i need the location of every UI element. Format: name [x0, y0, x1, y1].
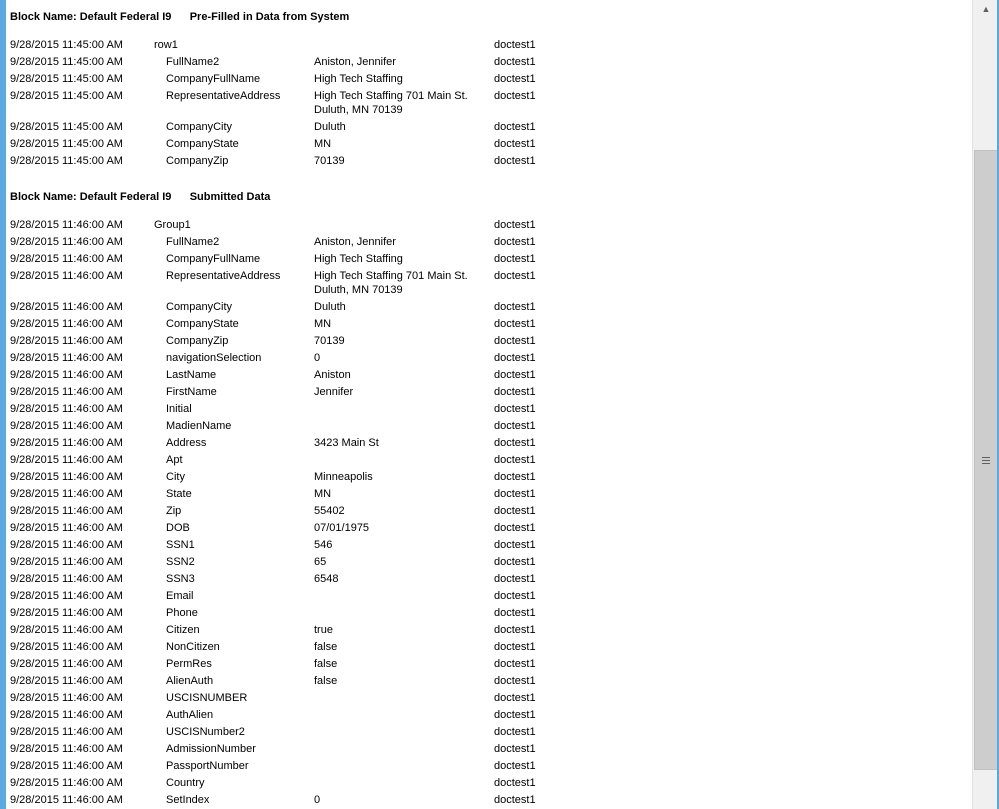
field-name-cell: DOB: [166, 522, 190, 534]
timestamp-cell: 9/28/2015 11:46:00 AM: [10, 335, 123, 347]
field-name-cell: navigationSelection: [166, 352, 262, 364]
timestamp-cell: 9/28/2015 11:45:00 AM: [10, 155, 123, 167]
table-row: [10, 234, 960, 251]
timestamp-cell: 9/28/2015 11:46:00 AM: [10, 539, 123, 551]
user-cell: doctest1: [494, 236, 536, 248]
timestamp-cell: 9/28/2015 11:46:00 AM: [10, 675, 123, 687]
field-value-cell: 0: [314, 794, 321, 806]
field-value-cell: MN: [314, 488, 332, 500]
user-cell: doctest1: [494, 675, 536, 687]
user-cell: doctest1: [494, 155, 536, 167]
user-cell: doctest1: [494, 726, 536, 738]
field-name-cell: CompanyZip: [166, 335, 229, 347]
table-row: [10, 758, 960, 775]
field-value-cell: Jennifer: [314, 386, 354, 398]
field-value-cell: MN: [314, 318, 332, 330]
user-cell: doctest1: [494, 39, 536, 51]
timestamp-cell: 9/28/2015 11:46:00 AM: [10, 726, 123, 738]
table-row: [10, 656, 960, 673]
user-cell: doctest1: [494, 454, 536, 466]
user-cell: doctest1: [494, 709, 536, 721]
user-cell: doctest1: [494, 556, 536, 568]
user-cell: doctest1: [494, 301, 536, 313]
user-cell: doctest1: [494, 318, 536, 330]
triangle-up-icon: ▲: [981, 3, 991, 14]
timestamp-cell: 9/28/2015 11:45:00 AM: [10, 39, 123, 51]
timestamp-cell: 9/28/2015 11:46:00 AM: [10, 777, 123, 789]
table-row: [10, 588, 960, 605]
table-row: [10, 136, 960, 153]
timestamp-cell: 9/28/2015 11:46:00 AM: [10, 386, 123, 398]
user-cell: doctest1: [494, 522, 536, 534]
user-cell: doctest1: [494, 760, 536, 772]
field-name-cell: RepresentativeAddress: [166, 270, 281, 282]
field-name-cell: Citizen: [166, 624, 200, 636]
field-name-cell: RepresentativeAddress: [166, 90, 281, 102]
user-cell: doctest1: [494, 386, 536, 398]
timestamp-cell: 9/28/2015 11:46:00 AM: [10, 253, 123, 265]
block-header: Block Name: Default Federal I9 Pre-Filled in Data from System: [10, 11, 350, 23]
field-value-cell: false: [314, 658, 338, 670]
timestamp-cell: 9/28/2015 11:46:00 AM: [10, 760, 123, 772]
table-row: [10, 251, 960, 268]
user-cell: doctest1: [494, 641, 536, 653]
field-value-cell: High Tech Staffing 701 Main St. Duluth, MN 70139: [314, 270, 468, 296]
timestamp-cell: 9/28/2015 11:46:00 AM: [10, 270, 123, 282]
user-cell: doctest1: [494, 692, 536, 704]
block-header: Block Name: Default Federal I9 Submitted Data: [10, 191, 271, 203]
field-name-cell: Email: [166, 590, 194, 602]
timestamp-cell: 9/28/2015 11:46:00 AM: [10, 505, 123, 517]
user-cell: doctest1: [494, 403, 536, 415]
block-submitted: [10, 189, 960, 809]
field-name-cell: SSN1: [166, 539, 195, 551]
field-value-cell: 55402: [314, 505, 345, 517]
field-name-cell: CompanyZip: [166, 155, 229, 167]
user-cell: doctest1: [494, 471, 536, 483]
field-name-cell: Country: [166, 777, 205, 789]
table-row: [10, 673, 960, 690]
field-name-cell: FirstName: [166, 386, 217, 398]
field-name-cell: Initial: [166, 403, 192, 415]
timestamp-cell: 9/28/2015 11:46:00 AM: [10, 556, 123, 568]
user-cell: doctest1: [494, 658, 536, 670]
table-row: [10, 639, 960, 656]
field-name-cell: NonCitizen: [166, 641, 220, 653]
timestamp-cell: 9/28/2015 11:45:00 AM: [10, 56, 123, 68]
field-value-cell: true: [314, 624, 333, 636]
timestamp-cell: 9/28/2015 11:46:00 AM: [10, 352, 123, 364]
table-row: [10, 418, 960, 435]
field-name-cell: City: [166, 471, 185, 483]
timestamp-cell: 9/28/2015 11:46:00 AM: [10, 236, 123, 248]
timestamp-cell: 9/28/2015 11:45:00 AM: [10, 121, 123, 133]
field-name-cell: Address: [166, 437, 207, 449]
field-name-cell: PassportNumber: [166, 760, 249, 772]
table-row: [10, 153, 960, 170]
field-value-cell: High Tech Staffing: [314, 253, 403, 265]
table-row: [10, 571, 960, 588]
timestamp-cell: 9/28/2015 11:46:00 AM: [10, 301, 123, 313]
field-value-cell: 3423 Main St: [314, 437, 379, 449]
field-name-cell: LastName: [166, 369, 217, 381]
field-name-cell: MadienName: [166, 420, 232, 432]
user-cell: doctest1: [494, 539, 536, 551]
user-cell: doctest1: [494, 352, 536, 364]
field-name-cell: FullName2: [166, 56, 220, 68]
user-cell: doctest1: [494, 335, 536, 347]
field-name-cell: FullName2: [166, 236, 220, 248]
field-value-cell: 65: [314, 556, 327, 568]
timestamp-cell: 9/28/2015 11:46:00 AM: [10, 437, 123, 449]
field-name-cell: Group1: [154, 219, 191, 231]
field-name-cell: row1: [154, 39, 178, 51]
table-row: [10, 37, 960, 54]
scroll-thumb[interactable]: [974, 150, 998, 770]
timestamp-cell: 9/28/2015 11:45:00 AM: [10, 138, 123, 150]
table-row: [10, 537, 960, 554]
field-name-cell: SSN3: [166, 573, 195, 585]
timestamp-cell: 9/28/2015 11:46:00 AM: [10, 607, 123, 619]
field-name-cell: CompanyFullName: [166, 253, 261, 265]
user-cell: doctest1: [494, 777, 536, 789]
field-name-cell: CompanyState: [166, 318, 239, 330]
timestamp-cell: 9/28/2015 11:46:00 AM: [10, 590, 123, 602]
timestamp-cell: 9/28/2015 11:45:00 AM: [10, 73, 123, 85]
field-name-cell: AdmissionNumber: [166, 743, 256, 755]
user-cell: doctest1: [494, 590, 536, 602]
timestamp-cell: 9/28/2015 11:46:00 AM: [10, 624, 123, 636]
timestamp-cell: 9/28/2015 11:46:00 AM: [10, 488, 123, 500]
table-row: [10, 486, 960, 503]
table-row: [10, 119, 960, 136]
scroll-up-button[interactable]: [973, 0, 999, 17]
table-row: [10, 350, 960, 367]
timestamp-cell: 9/28/2015 11:45:00 AM: [10, 90, 123, 102]
table-row: [10, 605, 960, 622]
audit-log-content: [6, 0, 972, 809]
table-row: [10, 71, 960, 88]
table-row: [10, 707, 960, 724]
field-name-cell: CompanyState: [166, 138, 239, 150]
user-cell: doctest1: [494, 90, 536, 102]
user-cell: doctest1: [494, 270, 536, 282]
user-cell: doctest1: [494, 607, 536, 619]
timestamp-cell: 9/28/2015 11:46:00 AM: [10, 219, 123, 231]
table-row: [10, 435, 960, 452]
field-name-cell: CompanyFullName: [166, 73, 261, 85]
table-row: [10, 503, 960, 520]
timestamp-cell: 9/28/2015 11:46:00 AM: [10, 794, 123, 806]
block-rows: [10, 217, 960, 809]
timestamp-cell: 9/28/2015 11:46:00 AM: [10, 522, 123, 534]
timestamp-cell: 9/28/2015 11:46:00 AM: [10, 658, 123, 670]
table-row: [10, 741, 960, 758]
field-name-cell: State: [166, 488, 192, 500]
user-cell: doctest1: [494, 138, 536, 150]
vertical-scrollbar[interactable]: [972, 0, 999, 809]
user-cell: doctest1: [494, 121, 536, 133]
field-name-cell: USCISNumber2: [166, 726, 245, 738]
user-cell: doctest1: [494, 56, 536, 68]
field-value-cell: Duluth: [314, 301, 346, 313]
field-value-cell: Aniston, Jennifer: [314, 236, 396, 248]
block-rows: [10, 37, 960, 170]
field-value-cell: false: [314, 675, 338, 687]
user-cell: doctest1: [494, 743, 536, 755]
table-row: [10, 54, 960, 71]
field-name-cell: Zip: [166, 505, 182, 517]
field-value-cell: 6548: [314, 573, 339, 585]
field-value-cell: 70139: [314, 155, 345, 167]
field-name-cell: Apt: [166, 454, 183, 466]
table-row: [10, 401, 960, 418]
user-cell: doctest1: [494, 573, 536, 585]
table-row: [10, 554, 960, 571]
table-row: [10, 384, 960, 401]
table-row: [10, 333, 960, 350]
timestamp-cell: 9/28/2015 11:46:00 AM: [10, 318, 123, 330]
field-name-cell: CompanyCity: [166, 301, 233, 313]
table-row: [10, 622, 960, 639]
user-cell: doctest1: [494, 505, 536, 517]
user-cell: doctest1: [494, 369, 536, 381]
timestamp-cell: 9/28/2015 11:46:00 AM: [10, 471, 123, 483]
table-row: [10, 299, 960, 316]
timestamp-cell: 9/28/2015 11:46:00 AM: [10, 573, 123, 585]
field-name-cell: AlienAuth: [166, 675, 214, 687]
table-row: [10, 268, 960, 299]
field-value-cell: false: [314, 641, 338, 653]
table-row: [10, 520, 960, 537]
field-value-cell: MN: [314, 138, 332, 150]
table-row: [10, 217, 960, 234]
timestamp-cell: 9/28/2015 11:46:00 AM: [10, 692, 123, 704]
field-value-cell: Aniston, Jennifer: [314, 56, 396, 68]
field-value-cell: High Tech Staffing 701 Main St. Duluth, MN 70139: [314, 90, 468, 116]
user-cell: doctest1: [494, 253, 536, 265]
field-value-cell: Minneapolis: [314, 471, 373, 483]
user-cell: doctest1: [494, 794, 536, 806]
field-value-cell: High Tech Staffing: [314, 73, 403, 85]
table-row: [10, 367, 960, 384]
field-name-cell: SetIndex: [166, 794, 210, 806]
table-row: [10, 88, 960, 119]
field-name-cell: AuthAlien: [166, 709, 214, 721]
table-row: [10, 775, 960, 792]
table-row: [10, 452, 960, 469]
field-name-cell: USCISNUMBER: [166, 692, 248, 704]
field-value-cell: Duluth: [314, 121, 346, 133]
user-cell: doctest1: [494, 73, 536, 85]
timestamp-cell: 9/28/2015 11:46:00 AM: [10, 420, 123, 432]
user-cell: doctest1: [494, 437, 536, 449]
field-value-cell: Aniston: [314, 369, 351, 381]
field-name-cell: SSN2: [166, 556, 195, 568]
timestamp-cell: 9/28/2015 11:46:00 AM: [10, 743, 123, 755]
table-row: [10, 792, 960, 809]
field-name-cell: PermRes: [166, 658, 212, 670]
timestamp-cell: 9/28/2015 11:46:00 AM: [10, 369, 123, 381]
user-cell: doctest1: [494, 420, 536, 432]
field-name-cell: Phone: [166, 607, 198, 619]
timestamp-cell: 9/28/2015 11:46:00 AM: [10, 641, 123, 653]
grip-lines-icon: [982, 457, 990, 464]
table-row: [10, 724, 960, 741]
table-row: [10, 690, 960, 707]
timestamp-cell: 9/28/2015 11:46:00 AM: [10, 454, 123, 466]
timestamp-cell: 9/28/2015 11:46:00 AM: [10, 403, 123, 415]
block-prefilled: [10, 9, 960, 170]
field-value-cell: 0: [314, 352, 321, 364]
field-name-cell: CompanyCity: [166, 121, 233, 133]
timestamp-cell: 9/28/2015 11:46:00 AM: [10, 709, 123, 721]
table-row: [10, 316, 960, 333]
user-cell: doctest1: [494, 488, 536, 500]
user-cell: doctest1: [494, 624, 536, 636]
field-value-cell: 07/01/1975: [314, 522, 370, 534]
field-value-cell: 546: [314, 539, 333, 551]
field-value-cell: 70139: [314, 335, 345, 347]
user-cell: doctest1: [494, 219, 536, 231]
table-row: [10, 469, 960, 486]
